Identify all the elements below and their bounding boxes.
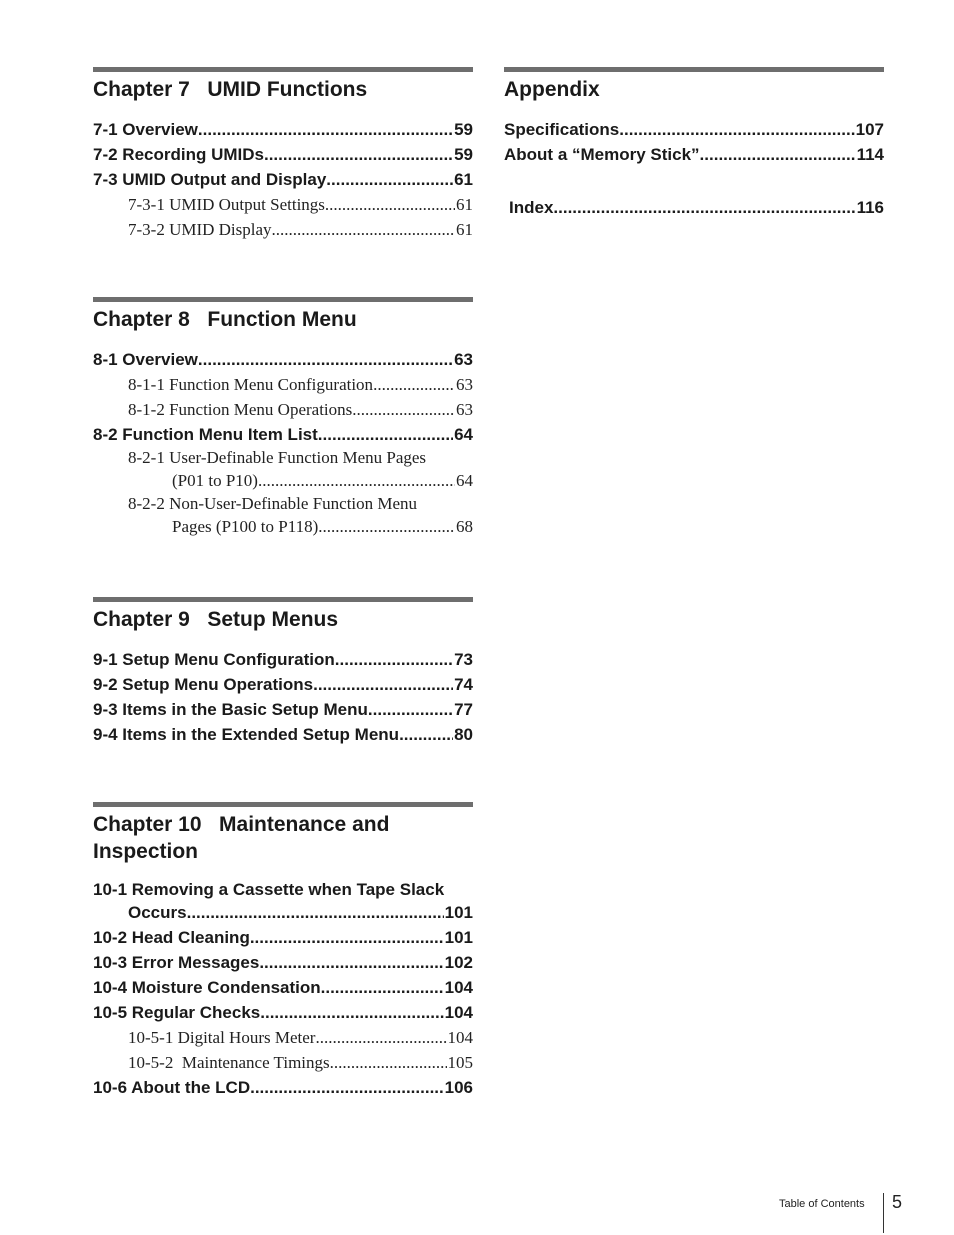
toc-entry-page: 77 [454,700,473,719]
toc-entry-8-2-1[interactable] [93,447,473,493]
toc-entry-label: 7-1 Overview [93,120,198,139]
toc-entry-label: 10-5 Regular Checks [93,1003,261,1022]
dot-leader [187,901,444,925]
chapter-9-section [93,597,473,802]
toc-entry-label-line1: 10-1 Removing a Cassette when Tape Slack [93,880,445,899]
toc-entry-label: Specifications [504,120,620,139]
toc-entry-10-5-2[interactable] [93,1050,473,1075]
toc-entry-label-line2: Pages (P100 to P118) [172,517,319,536]
toc-entry-label: 7-2 Recording UMIDs [93,145,264,164]
toc-entry-page: 101 [444,903,473,922]
toc-entry-7-3[interactable] [93,167,473,192]
toc-entry-label: 10-3 Error Messages [93,953,260,972]
toc-entry-page: 80 [454,725,473,744]
dot-leader [313,672,453,697]
toc-entry-10-5[interactable] [93,1000,473,1025]
toc-entry-page: 63 [454,350,473,369]
toc-entry-label: 8-1-1 Function Menu Configuration [128,375,374,394]
toc-entry-label: 9-2 Setup Menu Operations [93,675,314,694]
dot-leader [315,1025,446,1050]
dot-leader [700,142,856,167]
dot-leader [198,117,453,142]
chapter-rule [504,67,884,72]
toc-entry-label: Index [509,198,554,217]
chapter-rule [93,67,473,72]
toc-entry-page: 116 [856,198,884,217]
dot-leader [250,925,444,950]
toc-entry-label: 8-2 Function Menu Item List [93,425,318,444]
toc-entry-page: 61 [456,195,473,214]
toc-entry-page: 106 [444,1078,473,1097]
dot-leader [258,469,455,493]
toc-entry-9-2[interactable] [93,672,473,697]
toc-entry-8-1-2[interactable] [93,397,473,422]
toc-entry-label: 7-3-2 UMID Display [128,220,272,239]
toc-entry-10-5-1[interactable] [93,1025,473,1050]
toc-entry-page: 68 [456,517,473,536]
toc-entry-10-6[interactable] [93,1075,473,1100]
toc-entry-specifications[interactable] [504,117,884,142]
chapter-10-title-line2: Inspection [93,840,199,863]
chapter-8-entries [93,347,473,539]
toc-entry-label: 10-5-1 Digital Hours Meter [128,1028,316,1047]
toc-entry-page: 104 [447,1028,473,1047]
toc-entry-7-2[interactable] [93,142,473,167]
toc-right-column [504,67,884,220]
toc-entry-page: 104 [444,978,473,997]
toc-entry-page: 61 [454,170,473,189]
toc-entry-index[interactable] [504,195,884,220]
dot-leader [373,372,455,397]
toc-entry-label-line2: (P01 to P10) [172,471,258,490]
dot-leader [399,722,453,747]
dot-leader [352,397,455,422]
toc-entry-label: 9-3 Items in the Basic Setup Menu [93,700,368,719]
dot-leader [553,195,855,220]
footer-page-number: 5 [892,1192,903,1212]
dot-leader [619,117,854,142]
appendix-entries [504,117,884,167]
dot-leader [368,697,453,722]
chapter-rule [93,597,473,602]
dot-leader [250,1075,444,1100]
chapter-rule [93,802,473,807]
dot-leader [259,950,443,975]
toc-entry-8-1-1[interactable] [93,372,473,397]
toc-entry-page: 61 [456,220,473,239]
toc-entry-9-1[interactable] [93,647,473,672]
toc-entry-label: 8-1-2 Function Menu Operations [128,400,353,419]
chapter-7-entries [93,117,473,242]
toc-entry-label: 10-6 About the LCD [93,1078,251,1097]
dot-leader [330,1050,447,1075]
dot-leader [326,167,453,192]
chapter-7-title: Chapter 7 UMID Functions [93,78,368,101]
dot-leader [318,515,455,539]
toc-entry-page: 59 [454,145,473,164]
toc-entry-label: 10-5-2 Maintenance Timings [128,1053,330,1072]
dot-leader [260,1000,443,1025]
toc-entry-page: 114 [856,145,884,164]
chapter-8-title: Chapter 8 Function Menu [93,308,357,331]
toc-entry-label: About a “Memory Stick” [504,145,700,164]
toc-entry-page: 59 [454,120,473,139]
toc-entry-9-4[interactable] [93,722,473,747]
appendix-title: Appendix [504,78,600,101]
toc-entry-page: 101 [444,928,473,947]
toc-entry-page: 74 [454,675,473,694]
dot-leader [335,647,453,672]
toc-entry-8-2[interactable] [93,422,473,447]
toc-entry-label: 7-3-1 UMID Output Settings [128,195,325,214]
toc-entry-memory-stick[interactable] [504,142,884,167]
toc-entry-8-1[interactable] [93,347,473,372]
toc-entry-10-1[interactable] [93,879,473,925]
toc-entry-page: 104 [444,1003,473,1022]
toc-entry-page: 105 [447,1053,473,1072]
toc-entry-page: 64 [456,471,473,490]
toc-entry-7-3-1[interactable] [93,192,473,217]
toc-left-column [93,67,473,1100]
chapter-9-title: Chapter 9 Setup Menus [93,608,339,631]
toc-entry-label-line1: 8-2-1 User-Definable Function Menu Pages [128,448,427,467]
toc-entry-10-4[interactable] [93,975,473,1000]
chapter-8-section [93,297,473,597]
toc-entry-label: 9-1 Setup Menu Configuration [93,650,335,669]
toc-entry-label: 7-3 UMID Output and Display [93,170,327,189]
footer-divider [883,1193,884,1233]
dot-leader [325,192,455,217]
dot-leader [198,347,453,372]
toc-entry-label: 9-4 Items in the Extended Setup Menu [93,725,400,744]
toc-entry-10-2[interactable] [93,925,473,950]
dot-leader [272,217,455,242]
toc-entry-label-line2: Occurs [128,903,187,922]
toc-entry-10-3[interactable] [93,950,473,975]
chapter-10-title-line1: Chapter 10 Maintenance and [93,813,390,836]
toc-entry-9-3[interactable] [93,697,473,722]
chapter-7-section [93,67,473,297]
toc-entry-page: 63 [456,400,473,419]
toc-entry-label: 8-1 Overview [93,350,198,369]
chapter-10-title [93,811,473,865]
footer-section-label: Table of Contents [779,1198,865,1210]
toc-entry-label: 10-4 Moisture Condensation [93,978,321,997]
chapter-rule [93,297,473,302]
toc-entry-page: 102 [444,953,473,972]
chapter-9-entries [93,647,473,747]
chapter-10-entries [93,879,473,1100]
appendix-section [504,67,884,220]
toc-entry-page: 63 [456,375,473,394]
chapter-10-section [93,802,473,1100]
toc-entry-7-3-2[interactable] [93,217,473,242]
toc-entry-page: 73 [454,650,473,669]
toc-entry-page: 64 [454,425,473,444]
dot-leader [321,975,444,1000]
toc-entry-7-1[interactable] [93,117,473,142]
dot-leader [318,422,453,447]
toc-entry-page: 107 [855,120,884,139]
toc-entry-8-2-2[interactable] [93,493,473,539]
dot-leader [264,142,453,167]
toc-entry-label-line1: 8-2-2 Non-User-Definable Function Menu [128,494,418,513]
toc-entry-label: 10-2 Head Cleaning [93,928,250,947]
